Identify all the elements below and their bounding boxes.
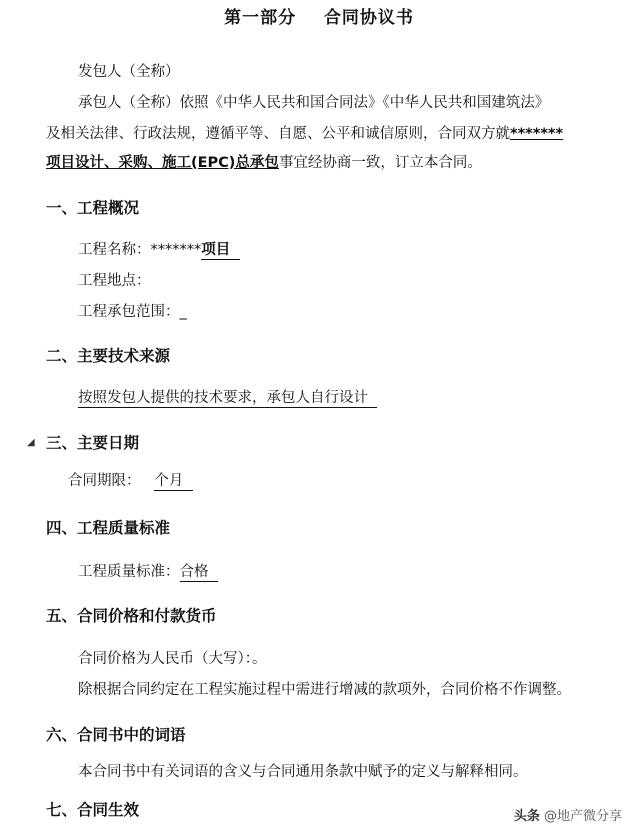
issuer-line: 发包人（全称） — [78, 64, 180, 80]
section-6-heading: 六、合同书中的词语 — [46, 726, 186, 744]
contract-period-label: 合同期限： — [68, 473, 141, 489]
watermark — [510, 804, 626, 825]
tech-source-value: 按照发包人提供的技术要求，承包人自行设计 — [78, 390, 368, 406]
project-location-line: 工程地点： — [78, 273, 151, 289]
principles-line — [46, 124, 563, 144]
principles-text: 及相关法律、行政法规，遵循平等、自愿、公平和诚信原则，合同双方就 — [46, 126, 510, 142]
tech-source-text — [78, 390, 377, 408]
project-scope-line — [78, 302, 187, 322]
project-name-value — [201, 242, 240, 260]
agreement-line — [46, 153, 482, 173]
section-1-heading: 一、工程概况 — [46, 199, 140, 217]
quality-value — [180, 564, 218, 582]
section-4-heading: 四、工程质量标准 — [46, 519, 171, 537]
document-title: 第一部分 合同协议书 — [224, 8, 414, 28]
price-adjust-line: 除根据合同约定在工程实施过程中需进行增减的款项外，合同价格不作调整。 — [78, 682, 571, 698]
watermark-logo: 头条 — [513, 809, 540, 824]
project-name-value-text: 项目 — [201, 242, 231, 258]
section-2-heading: 二、主要技术来源 — [46, 347, 171, 365]
epc-scope: 项目设计、采购、施工(EPC)总承包 — [46, 155, 279, 171]
contract-period-value — [154, 473, 192, 491]
quality-label: 工程质量标准： — [78, 564, 180, 580]
quality-line — [78, 562, 218, 582]
section-3-heading: 三、主要日期 — [46, 434, 140, 452]
project-stars: ******* — [510, 126, 564, 142]
terms-line: 本合同书中有关词语的含义与合同通用条款中赋予的定义与解释相同。 — [78, 764, 528, 780]
collapse-triangle-icon[interactable]: ◢ — [27, 437, 35, 448]
contract-period-line — [68, 471, 193, 491]
agreement-text: 事宜经协商一致，订立本合同。 — [278, 155, 482, 171]
project-scope-value: _ — [179, 304, 187, 320]
section-7-heading: 七、合同生效 — [46, 801, 140, 819]
contract-period-value-text: 个月 — [154, 473, 184, 489]
contract-price-line: 合同价格为人民币（大写）：。 — [78, 651, 267, 667]
contractor-line: 承包人（全称）依照《中华人民共和国合同法》《中华人民共和国建筑法》 — [78, 95, 550, 111]
tech-source-line — [78, 388, 377, 408]
project-name-line — [78, 240, 240, 260]
project-name-label: 工程名称： — [78, 242, 151, 258]
project-scope-label: 工程承包范围： — [78, 304, 180, 320]
watermark-text: @地产微分享 — [543, 809, 622, 824]
project-name-stars: ******* — [150, 242, 202, 258]
section-5-heading: 五、合同价格和付款货币 — [46, 607, 217, 625]
quality-value-text: 合格 — [179, 564, 209, 580]
